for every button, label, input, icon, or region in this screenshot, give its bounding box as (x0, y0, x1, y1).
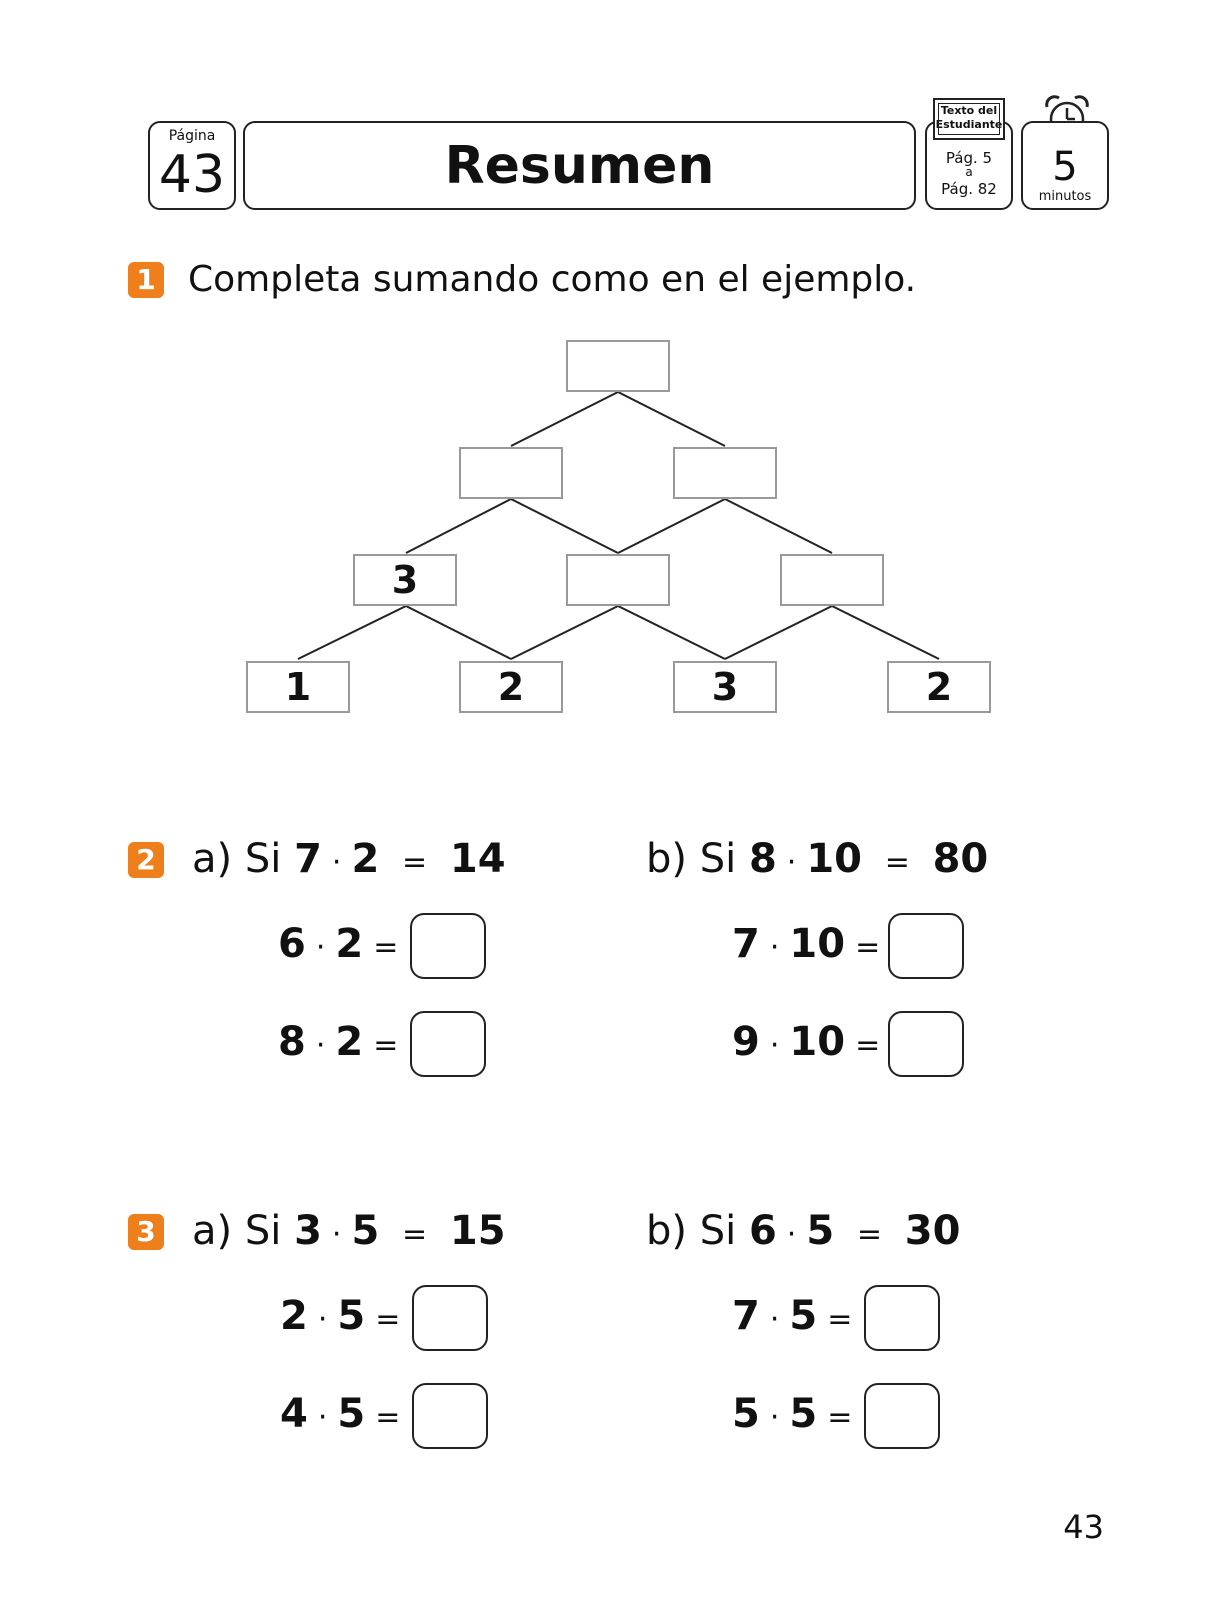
time-unit: minutos (1038, 189, 1092, 204)
factor-1: 3 (294, 1208, 322, 1254)
equals-sign: = (855, 930, 881, 965)
factor-1: 5 (732, 1391, 760, 1437)
times-sign: · (786, 1217, 797, 1252)
exercise-2b-premise (646, 834, 988, 888)
answer-box-3a-2[interactable] (412, 1383, 488, 1449)
time-value: 5 (1052, 144, 1078, 190)
exercise-3a-premise (192, 1206, 506, 1260)
times-sign: · (317, 1302, 328, 1337)
pages-to: Pág. 82 (941, 180, 997, 198)
times-sign: · (769, 930, 780, 965)
equals-sign: = (373, 930, 399, 965)
factor-2: 5 (789, 1391, 818, 1437)
times-sign: · (769, 1028, 780, 1063)
pyramid-cell-row4-1: 1 (246, 661, 350, 713)
exercise-3a-line-2 (280, 1389, 410, 1443)
book-label-line1: Texto del (940, 104, 998, 117)
factor-2: 10 (789, 1019, 846, 1065)
page-title: Resumen (444, 136, 715, 196)
exercise-3b-line-2 (732, 1389, 862, 1443)
answer-box-2a-2[interactable] (410, 1011, 486, 1077)
times-sign: · (315, 1028, 326, 1063)
factor-2: 5 (806, 1208, 835, 1254)
pyramid-cell-row3-3[interactable] (780, 554, 884, 606)
times-sign: · (317, 1400, 328, 1435)
factor-2: 10 (806, 836, 862, 882)
equals-sign: = (373, 1028, 399, 1063)
equals-sign: = (402, 845, 428, 880)
exercise-2a-premise (192, 834, 506, 888)
equals-sign: = (855, 1028, 881, 1063)
premise-prefix: a) Si (192, 1208, 282, 1254)
exercise-3b-premise (646, 1206, 960, 1260)
times-sign: · (331, 1217, 342, 1252)
product: 80 (932, 836, 989, 882)
times-sign: · (769, 1302, 780, 1337)
exercise-2a-line-1 (278, 919, 408, 973)
factor-1: 4 (280, 1391, 308, 1437)
factor-2: 2 (335, 921, 364, 967)
page-label: Página (168, 128, 216, 144)
answer-box-3b-1[interactable] (864, 1285, 940, 1351)
premise-prefix: a) Si (192, 836, 282, 882)
exercise-3a-line-1 (280, 1291, 410, 1345)
equals-sign: = (856, 1217, 883, 1252)
pyramid-cell-top[interactable] (566, 340, 670, 392)
factor-1: 7 (294, 836, 322, 882)
exercise-2b-line-2 (732, 1017, 890, 1071)
book-label-line2: Estudiante (935, 118, 1003, 131)
answer-box-3b-2[interactable] (864, 1383, 940, 1449)
factor-1: 8 (278, 1019, 306, 1065)
premise-prefix: b) Si (646, 1208, 737, 1254)
pyramid-cell-row4-2: 2 (459, 661, 563, 713)
equals-sign: = (375, 1400, 401, 1435)
exercise-3b-line-1 (732, 1291, 862, 1345)
times-sign: · (786, 845, 797, 880)
equals-sign: = (827, 1302, 853, 1337)
pyramid-cell-row3-1: 3 (353, 554, 457, 606)
factor-1: 7 (732, 921, 760, 967)
factor-2: 2 (351, 836, 380, 882)
footer-page-number: 43 (1063, 1508, 1104, 1546)
factor-1: 2 (280, 1293, 308, 1339)
pyramid-cell-row2-1[interactable] (459, 447, 563, 499)
times-sign: · (331, 845, 342, 880)
exercise-2-badge: 2 (128, 842, 164, 878)
exercise-2a-line-2 (278, 1017, 408, 1071)
pyramid-cell-row3-2[interactable] (566, 554, 670, 606)
factor-2: 5 (351, 1208, 380, 1254)
equals-sign: = (402, 1217, 428, 1252)
premise-prefix: b) Si (646, 836, 737, 882)
pages-from: Pág. 5 (945, 149, 993, 167)
factor-1: 6 (278, 921, 306, 967)
times-sign: · (769, 1400, 780, 1435)
exercise-1-badge: 1 (128, 262, 164, 298)
factor-1: 7 (732, 1293, 760, 1339)
pyramid-cell-row4-4: 2 (887, 661, 991, 713)
factor-2: 5 (337, 1391, 366, 1437)
exercise-2b-line-1 (732, 919, 890, 973)
product: 30 (904, 1208, 961, 1254)
exercise-3-badge: 3 (128, 1214, 164, 1250)
equals-sign: = (375, 1302, 401, 1337)
factor-1: 6 (748, 1208, 777, 1254)
exercise-1-instruction: Completa sumando como en el ejemplo. (188, 259, 917, 300)
times-sign: · (315, 930, 326, 965)
factor-2: 2 (335, 1019, 364, 1065)
equals-sign: = (884, 845, 910, 880)
answer-box-2a-1[interactable] (410, 913, 486, 979)
pyramid-cell-row2-2[interactable] (673, 447, 777, 499)
factor-2: 5 (789, 1293, 818, 1339)
equals-sign: = (827, 1400, 853, 1435)
answer-box-2b-1[interactable] (888, 913, 964, 979)
factor-2: 10 (789, 921, 846, 967)
factor-1: 9 (732, 1019, 760, 1065)
product: 15 (449, 1208, 506, 1254)
pages-a: a (965, 165, 973, 179)
factor-2: 5 (337, 1293, 366, 1339)
product: 14 (449, 836, 506, 882)
page-number: 43 (158, 145, 226, 205)
answer-box-2b-2[interactable] (888, 1011, 964, 1077)
factor-1: 8 (748, 836, 777, 882)
pyramid-cell-row4-3: 3 (673, 661, 777, 713)
answer-box-3a-1[interactable] (412, 1285, 488, 1351)
